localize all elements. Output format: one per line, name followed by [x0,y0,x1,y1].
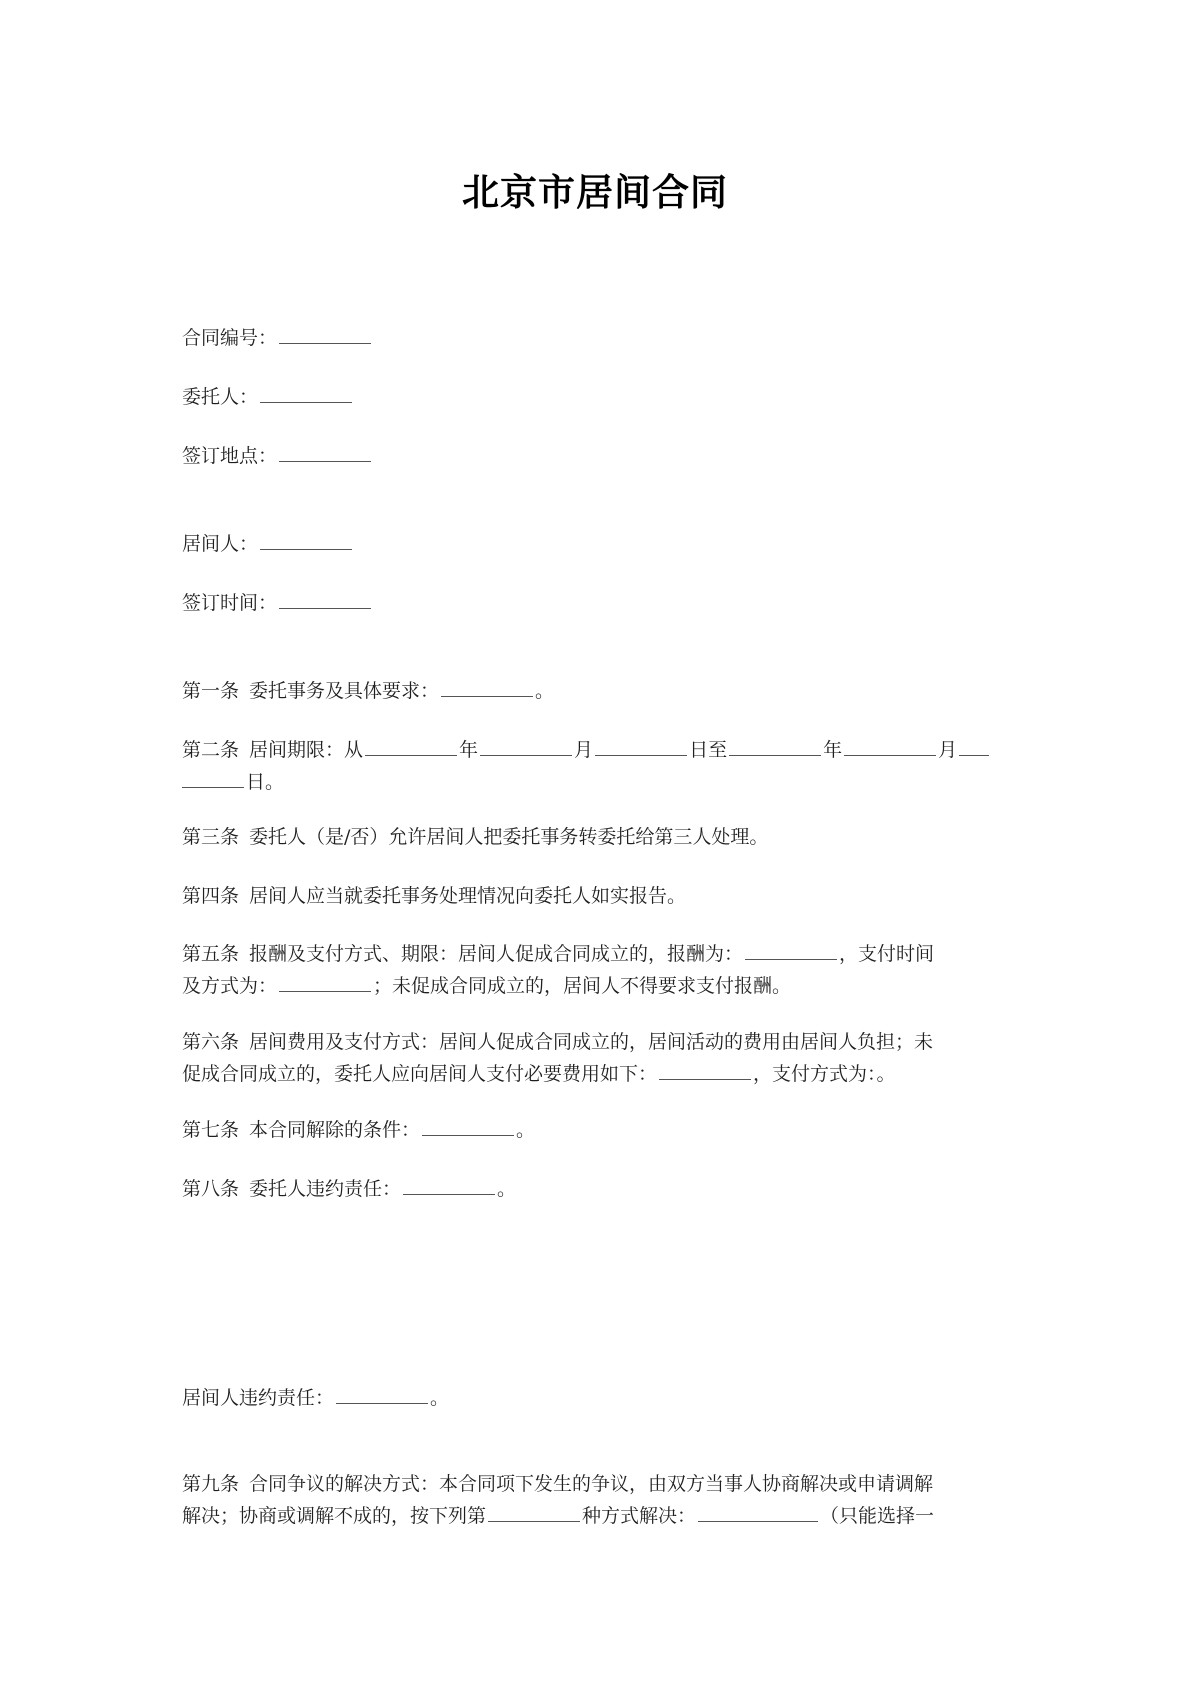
article-text: 居间人违约责任： [182,1387,335,1409]
start-year-blank[interactable] [365,737,457,756]
article-text: ，支付时间 [839,943,935,965]
article-text: （只能选择一 [820,1505,935,1527]
article-text: 本合同解除的条件： [249,1119,421,1141]
article-number: 第七条 [182,1119,240,1141]
article-text: 委托事务及具体要求： [249,680,440,702]
field-contract-number [182,322,1017,354]
article-number: 第八条 [182,1178,240,1200]
article-text: 合同争议的解决方式：本合同项下发生的争议，由双方当事人协商解决或申请调解 [249,1473,934,1495]
end-year-blank[interactable] [729,737,821,756]
intermediary-blank[interactable] [260,531,352,550]
article-number: 第五条 [182,943,240,965]
article-number: 第三条 [182,826,240,848]
article-text: 解决；协商或调解不成的，按下列第 [182,1505,487,1527]
article-text: 报酬及支付方式、期限：居间人促成合同成立的，报酬为： [249,943,744,965]
field-label: 签订时间： [182,592,278,614]
article-number: 第四条 [182,885,240,907]
contract-number-blank[interactable] [279,325,371,344]
intermediary-liability-blank[interactable] [336,1385,428,1404]
remuneration-blank[interactable] [745,941,837,960]
article-8 [182,1173,1017,1205]
start-day-blank[interactable] [595,737,687,756]
dispute-method-blank[interactable] [698,1503,818,1522]
signing-place-blank[interactable] [279,443,371,462]
day-label: 日。 [246,771,285,793]
period: 。 [535,680,555,702]
article-text: 居间期限：从 [249,739,364,761]
day-to-label: 日至 [689,739,728,761]
termination-conditions-blank[interactable] [422,1117,514,1136]
article-2 [182,734,1017,798]
article-1 [182,675,1017,707]
field-client [182,381,1017,413]
article-7 [182,1114,1017,1146]
end-day-blank-part2[interactable] [182,769,244,788]
field-intermediary [182,528,1017,560]
month-label: 月 [938,739,958,761]
article-text: 促成合同成立的，委托人应向居间人支付必要费用如下： [182,1063,658,1085]
necessary-expenses-blank[interactable] [659,1061,751,1080]
field-signing-time [182,587,1017,619]
article-4 [182,880,1017,912]
dispute-option-number-blank[interactable] [488,1503,580,1522]
article-text: 及方式为： [182,975,278,997]
field-signing-place [182,440,1017,472]
article-6 [182,1026,1017,1090]
period: 。 [516,1119,536,1141]
article-5 [182,938,1017,1002]
client-liability-blank[interactable] [403,1176,495,1195]
article-3 [182,821,1017,853]
article-number: 第二条 [182,739,240,761]
intermediary-liability [182,1382,1017,1414]
article-number: 第六条 [182,1031,240,1053]
field-label: 合同编号： [182,327,278,349]
client-blank[interactable] [260,384,352,403]
article-9 [182,1468,1017,1532]
article-text: ，支付方式为：。 [753,1063,896,1085]
article-number: 第九条 [182,1473,240,1495]
payment-method-blank[interactable] [279,973,371,992]
start-month-blank[interactable] [480,737,572,756]
field-label: 签订地点： [182,445,278,467]
signing-time-blank[interactable] [279,590,371,609]
end-day-blank-part1[interactable] [959,737,989,756]
article-text: 种方式解决： [582,1505,697,1527]
article-text: ；未促成合同成立的，居间人不得要求支付报酬。 [373,975,792,997]
period: 。 [430,1387,450,1409]
article-text: 委托人（是/否）允许居间人把委托事务转委托给第三人处理。 [249,826,769,848]
article-text: 委托人违约责任： [249,1178,402,1200]
month-label: 月 [574,739,594,761]
article-1-blank[interactable] [441,678,533,697]
article-text: 居间人应当就委托事务处理情况向委托人如实报告。 [249,885,687,907]
field-label: 居间人： [182,533,259,555]
article-text: 居间费用及支付方式：居间人促成合同成立的，居间活动的费用由居间人负担；未 [249,1031,934,1053]
end-month-blank[interactable] [844,737,936,756]
document-title: 北京市居间合同 [462,171,728,214]
field-label: 委托人： [182,386,259,408]
year-label: 年 [459,739,479,761]
period: 。 [497,1178,517,1200]
year-label: 年 [823,739,843,761]
article-number: 第一条 [182,680,240,702]
